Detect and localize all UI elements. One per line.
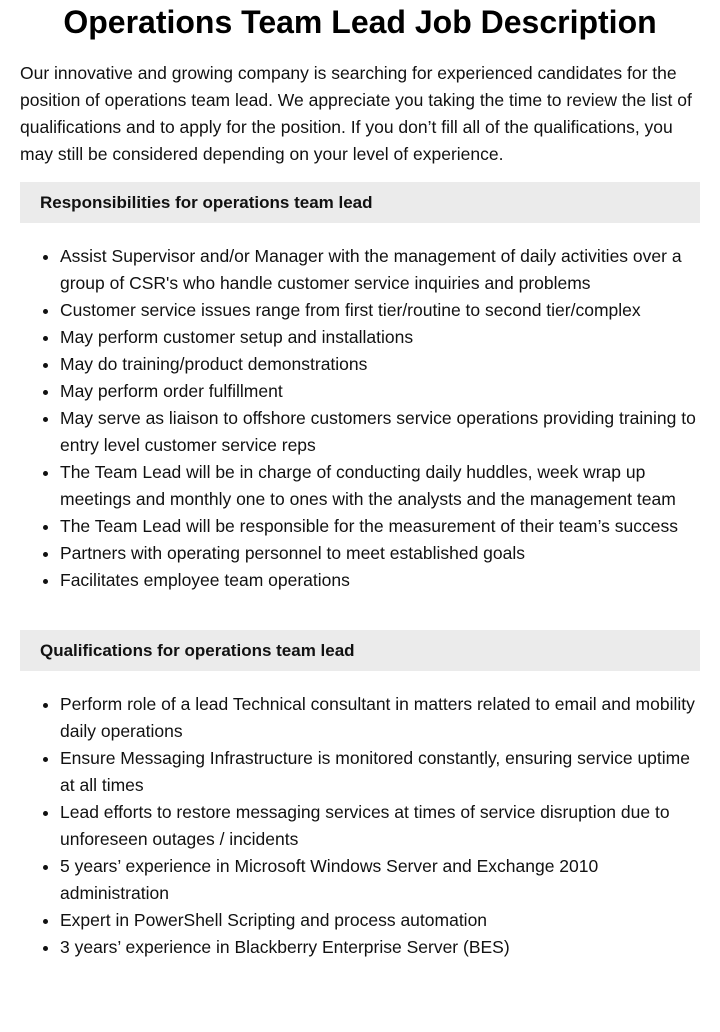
list-item: • 5 years’ experience in Microsoft Windows Server and Exchange 2010 administration [60,853,700,907]
list-item: • The Team Lead will be in charge of conducting daily huddles, week wrap up meetings and monthly one to ones with the analysts and the management team [60,459,700,513]
qualifications-heading: Qualifications for operations team lead [20,630,700,671]
list-item: • May serve as liaison to offshore customers service operations providing training to entry level customer service reps [60,405,700,459]
list-item: • Assist Supervisor and/or Manager with the management of daily activities over a group of CSR's who handle customer service inquiries and problems [60,243,700,297]
list-item: • Facilitates employee team operations [60,567,700,594]
responsibilities-heading: Responsibilities for operations team lead [20,182,700,223]
list-item: • Customer service issues range from first tier/routine to second tier/complex [60,297,700,324]
list-item: • Expert in PowerShell Scripting and process automation [60,907,700,934]
list-item: • May perform order fulfillment [60,378,700,405]
list-item: • Ensure Messaging Infrastructure is monitored constantly, ensuring service uptime at all times [60,745,700,799]
list-item: • May perform customer setup and installations [60,324,700,351]
list-item: • May do training/product demonstrations [60,351,700,378]
responsibilities-list [20,243,700,594]
intro-paragraph: Our innovative and growing company is searching for experienced candidates for the position of operations team lead. We appreciate you taking the time to review the list of qualifications and to apply for the position. If you don’t fill all of the qualifications, you may still be considered depending on your level of experience. [20,63,692,164]
list-item: • 3 years’ experience in Blackberry Enterprise Server (BES) [60,934,700,961]
qualifications-list [20,691,700,961]
page-title: Operations Team Lead Job Description [63,4,657,40]
list-item: • Partners with operating personnel to meet established goals [60,540,700,567]
list-item: • Perform role of a lead Technical consultant in matters related to email and mobility daily operations [60,691,700,745]
list-item: • Lead efforts to restore messaging services at times of service disruption due to unforeseen outages / incidents [60,799,700,853]
list-item: • The Team Lead will be responsible for the measurement of their team’s success [60,513,700,540]
